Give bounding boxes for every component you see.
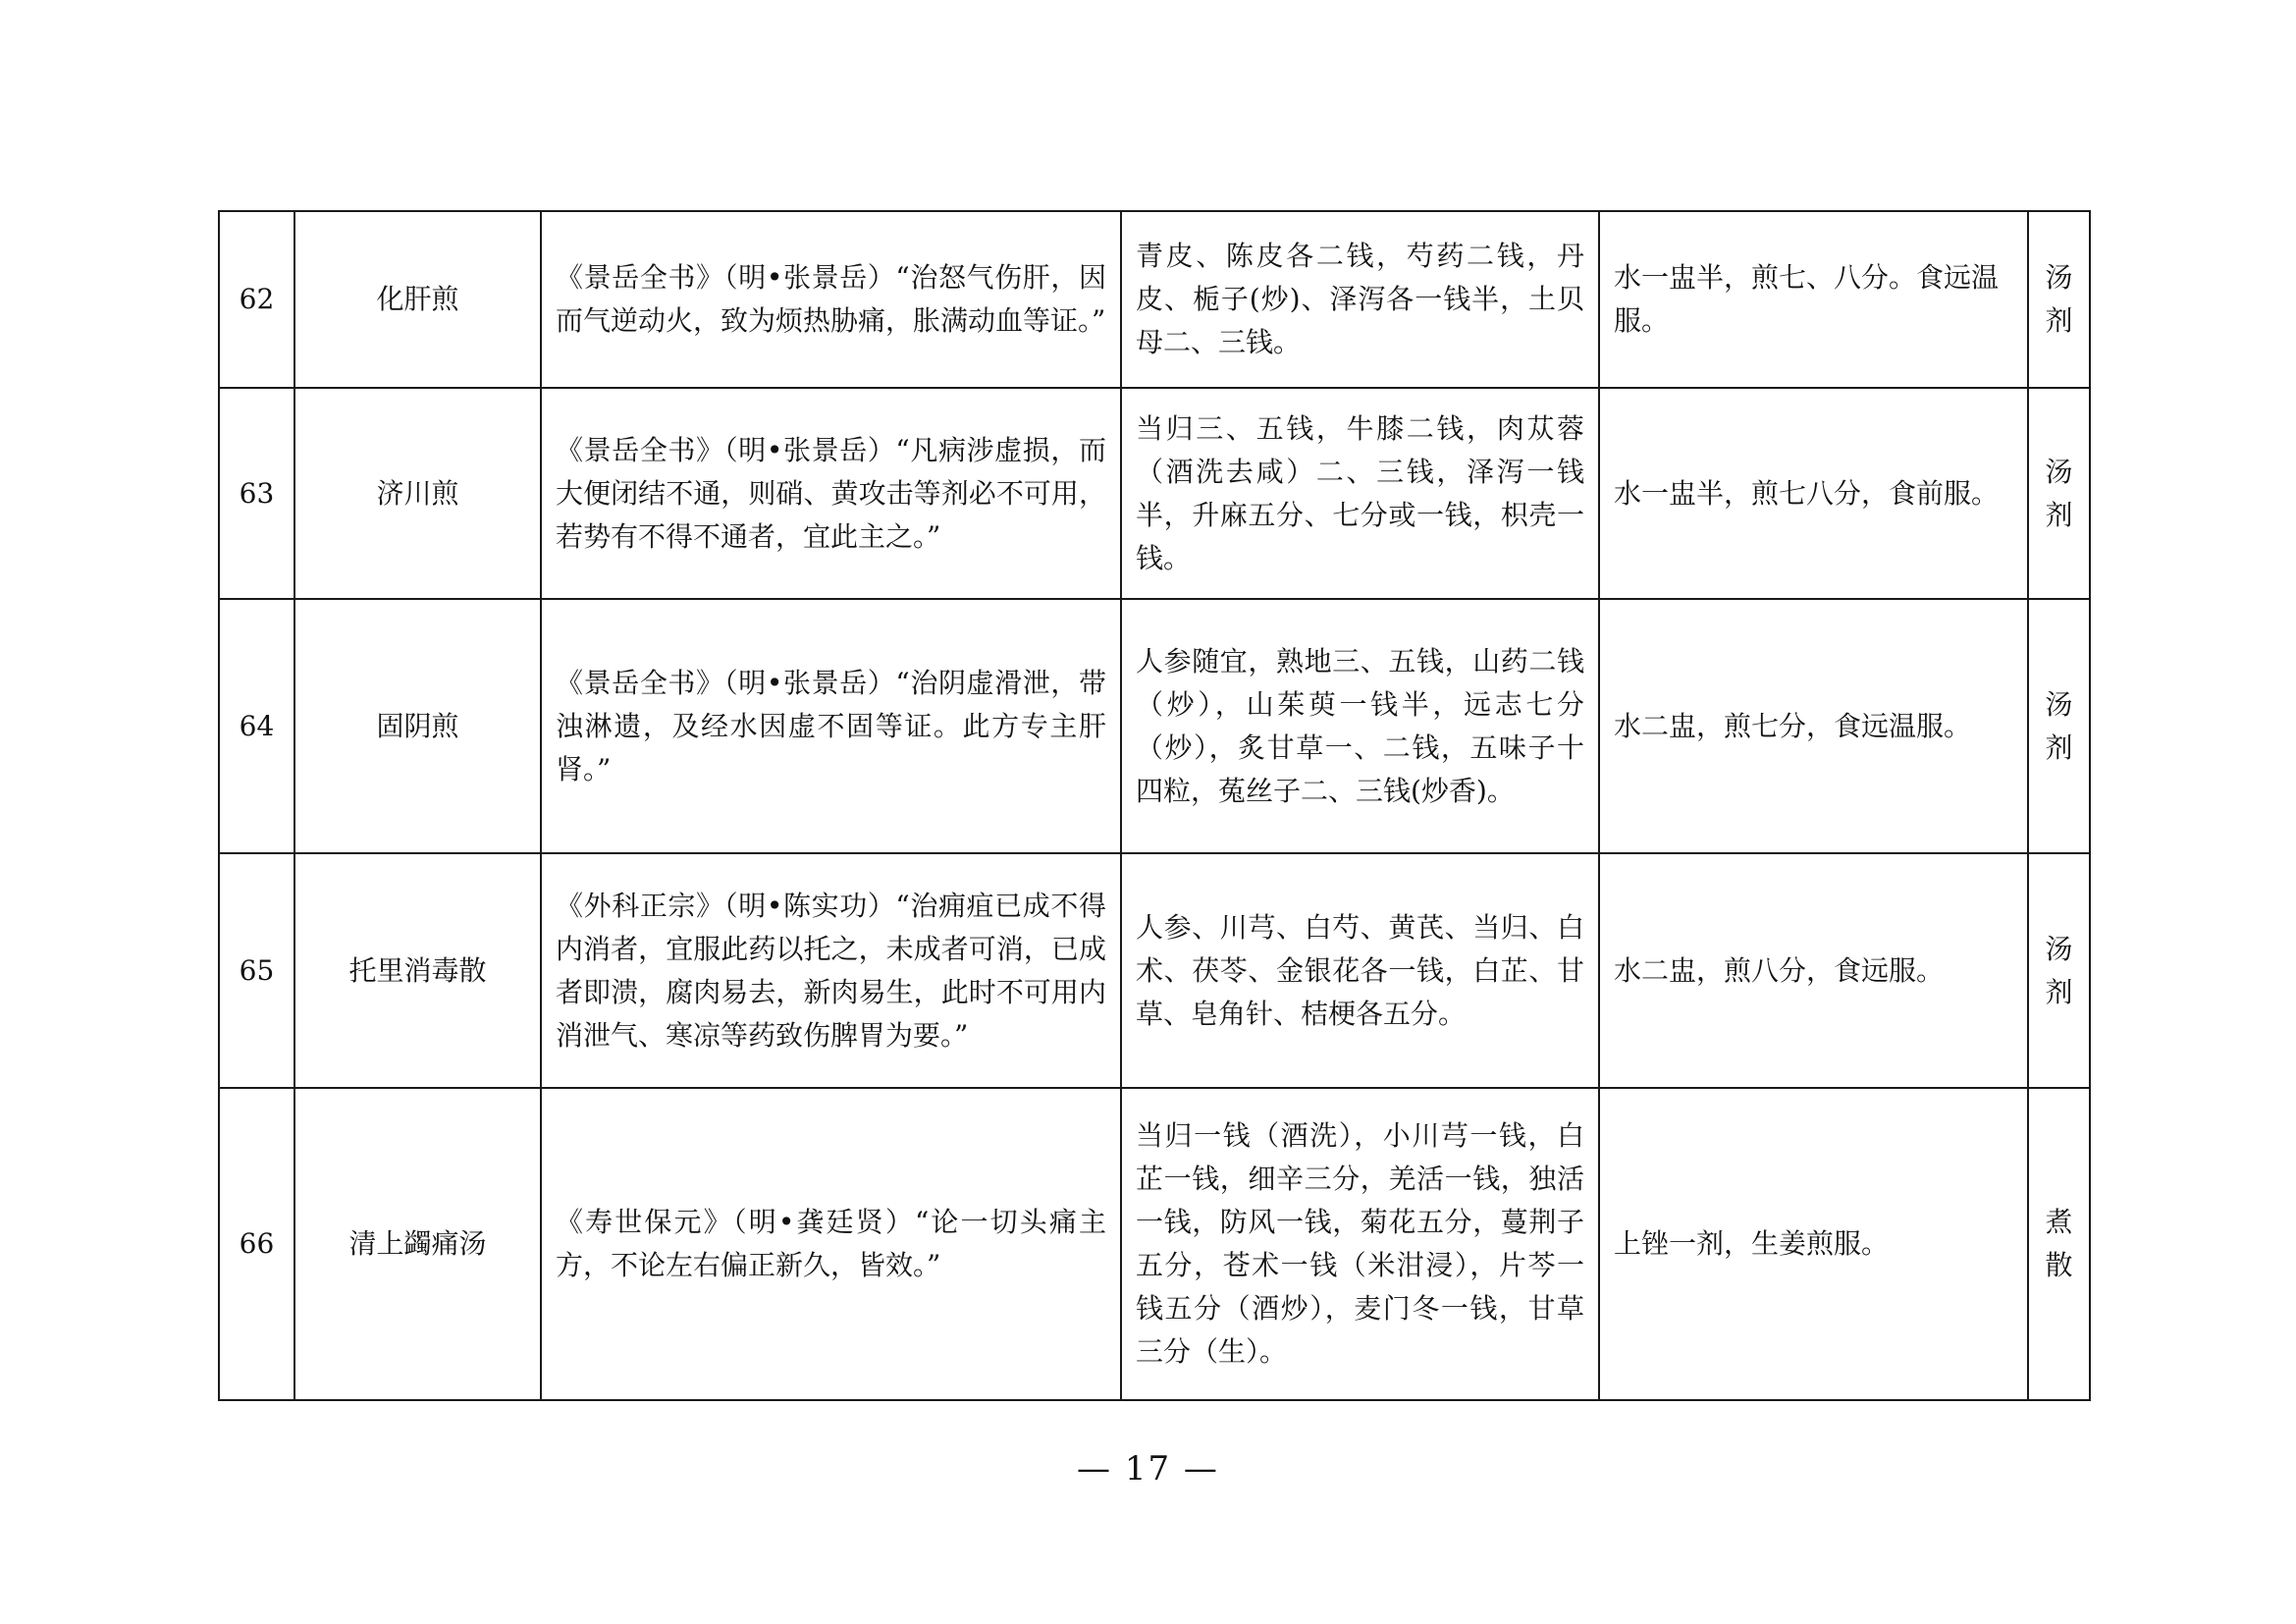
formula-dosage-form-cell	[2028, 1088, 2090, 1400]
formula-composition: 青皮、陈皮各二钱，芍药二钱，丹皮、栀子(炒)、泽泻各一钱半，土贝母二、三钱。	[1121, 211, 1599, 388]
formula-dosage-form-cell	[2028, 599, 2090, 853]
formula-name: 托里消毒散	[294, 853, 541, 1088]
row-number: 63	[219, 388, 294, 599]
formula-dosage-form: 煮散	[2045, 1206, 2073, 1281]
formula-composition: 人参随宜，熟地三、五钱，山药二钱（炒），山茱萸一钱半，远志七分（炒），炙甘草一、二钱，五味子十四粒，菟丝子二、三钱(炒香)。	[1121, 599, 1599, 853]
table-row	[219, 388, 2090, 599]
formula-composition: 当归三、五钱，牛膝二钱，肉苁蓉（酒洗去咸）二、三钱，泽泻一钱半，升麻五分、七分或一钱，枳壳一钱。	[1121, 388, 1599, 599]
row-number: 66	[219, 1088, 294, 1400]
formula-source: 《景岳全书》（明•张景岳）“凡病涉虚损，而大便闭结不通，则硝、黄攻击等剂必不可用，若势有不得不通者，宜此主之。”	[541, 388, 1121, 599]
formula-dosage-form-cell	[2028, 388, 2090, 599]
formula-usage: 水二盅，煎八分，食远服。	[1599, 853, 2028, 1088]
page-number: — 17 —	[1077, 1449, 1219, 1489]
table-row	[219, 211, 2090, 388]
formula-dosage-form: 汤剂	[2045, 932, 2073, 1008]
formula-name: 化肝煎	[294, 211, 541, 388]
table-row	[219, 853, 2090, 1088]
formula-name: 清上蠲痛汤	[294, 1088, 541, 1400]
formula-source: 《外科正宗》（明•陈实功）“治痈疽已成不得内消者，宜服此药以托之，未成者可消，已成者即溃，腐肉易去，新肉易生，此时不可用内消泄气、寒凉等药致伤脾胃为要。”	[541, 853, 1121, 1088]
row-number: 64	[219, 599, 294, 853]
table-row	[219, 1088, 2090, 1400]
formula-usage: 水一盅半，煎七八分，食前服。	[1599, 388, 2028, 599]
formula-name: 固阴煎	[294, 599, 541, 853]
formula-dosage-form: 汤剂	[2045, 261, 2073, 337]
formula-dosage-form: 汤剂	[2045, 687, 2073, 764]
row-number: 62	[219, 211, 294, 388]
formula-source: 《景岳全书》（明•张景岳）“治阴虚滑泄，带浊淋遗，及经水因虚不固等证。此方专主肝肾。”	[541, 599, 1121, 853]
formula-composition: 人参、川芎、白芍、黄芪、当归、白术、茯苓、金银花各一钱，白芷、甘草、皂角针、桔梗各五分。	[1121, 853, 1599, 1088]
formula-composition: 当归一钱（酒洗），小川芎一钱，白芷一钱，细辛三分，羌活一钱，独活一钱，防风一钱，菊花五分，蔓荆子五分，苍术一钱（米泔浸），片芩一钱五分（酒炒），麦门冬一钱，甘草三分（生）。	[1121, 1088, 1599, 1400]
table-row	[219, 599, 2090, 853]
formula-dosage-form-cell	[2028, 853, 2090, 1088]
formula-usage: 上锉一剂，生姜煎服。	[1599, 1088, 2028, 1400]
formula-dosage-form-cell	[2028, 211, 2090, 388]
formula-usage: 水一盅半，煎七、八分。食远温服。	[1599, 211, 2028, 388]
formula-source: 《寿世保元》（明•龚廷贤）“论一切头痛主方，不论左右偏正新久，皆效。”	[541, 1088, 1121, 1400]
formula-dosage-form: 汤剂	[2045, 455, 2073, 531]
formula-usage: 水二盅，煎七分，食远温服。	[1599, 599, 2028, 853]
formula-table	[218, 210, 2091, 1401]
formula-name: 济川煎	[294, 388, 541, 599]
row-number: 65	[219, 853, 294, 1088]
formula-source: 《景岳全书》（明•张景岳）“治怒气伤肝，因而气逆动火，致为烦热胁痛，胀满动血等证。”	[541, 211, 1121, 388]
